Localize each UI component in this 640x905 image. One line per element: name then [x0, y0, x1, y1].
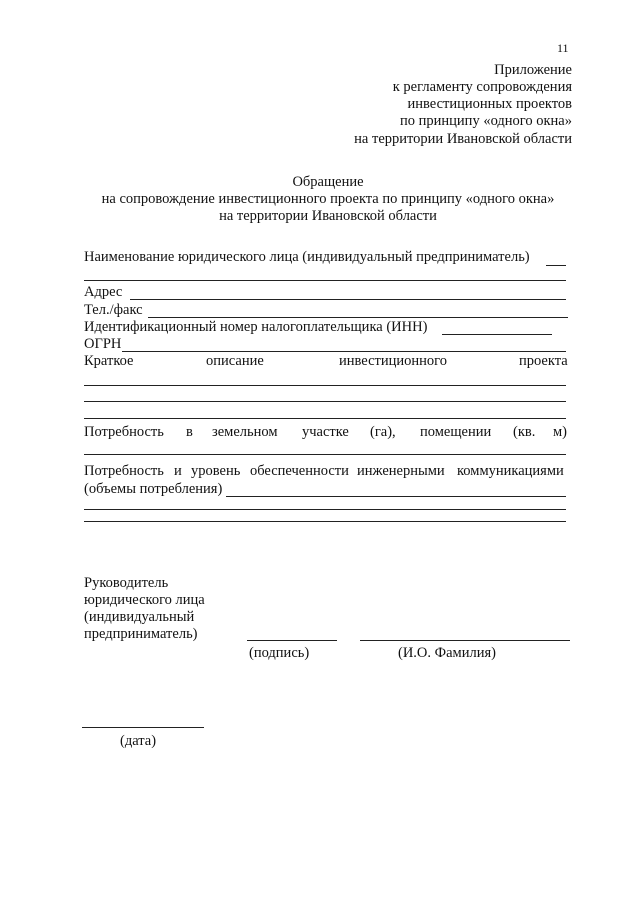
- fill-line[interactable]: [122, 351, 566, 352]
- signer-role-line: (индивидуальный: [84, 609, 195, 625]
- need-word: (кв.: [513, 424, 536, 440]
- fill-line[interactable]: [148, 317, 568, 318]
- fill-line[interactable]: [84, 401, 566, 402]
- need-word: Потребность: [84, 424, 164, 440]
- project-word: Краткое: [84, 353, 134, 369]
- fill-line[interactable]: [84, 521, 566, 522]
- signer-role-line: предприниматель): [84, 626, 198, 642]
- signature-caption: (подпись): [249, 645, 310, 661]
- field-label-consumption: (объемы потребления): [84, 481, 223, 497]
- need-word: (га),: [370, 424, 396, 440]
- fill-line[interactable]: [84, 280, 566, 281]
- need-word: в: [186, 424, 193, 440]
- fill-line[interactable]: [84, 454, 566, 455]
- appendix-line: на территории Ивановской области: [354, 131, 572, 147]
- need-word: земельном: [212, 424, 278, 440]
- title-line: на территории Ивановской области: [219, 208, 437, 224]
- fill-line[interactable]: [226, 496, 566, 497]
- project-word: описание: [206, 353, 264, 369]
- title-line: на сопровождение инвестиционного проекта по принципу «одного окна»: [101, 191, 555, 207]
- utilities-word: обеспеченности: [250, 463, 349, 479]
- date-line[interactable]: [82, 727, 204, 728]
- need-word: м): [553, 424, 568, 440]
- fill-line[interactable]: [130, 299, 566, 300]
- fill-line[interactable]: [546, 265, 566, 266]
- field-label-phone: Тел./факс: [84, 302, 143, 318]
- appendix-line: к регламенту сопровождения: [392, 79, 572, 95]
- page-number: 11: [557, 41, 569, 55]
- full-name-line[interactable]: [360, 640, 570, 641]
- appendix-line: Приложение: [494, 62, 572, 78]
- field-label-inn: Идентификационный номер налогоплательщика (ИНН): [84, 319, 428, 335]
- field-label-name: Наименование юридического лица (индивидуальный предприниматель): [84, 249, 530, 265]
- fill-line[interactable]: [84, 509, 566, 510]
- signer-role-line: юридического лица: [84, 592, 205, 608]
- project-word: проекта: [519, 353, 568, 369]
- fill-line[interactable]: [84, 385, 566, 386]
- field-label-ogrn: ОГРН: [84, 336, 122, 352]
- appendix-line: инвестиционных проектов: [407, 96, 572, 112]
- utilities-word: коммуникациями: [457, 463, 564, 479]
- utilities-word: инженерными: [357, 463, 445, 479]
- full-name-caption: (И.О. Фамилия): [398, 645, 496, 661]
- date-caption: (дата): [120, 733, 157, 749]
- field-label-address: Адрес: [84, 284, 123, 300]
- title-line: Обращение: [292, 174, 364, 190]
- fill-line[interactable]: [84, 418, 566, 419]
- need-word: помещении: [420, 424, 492, 440]
- utilities-word: и: [174, 463, 182, 479]
- signer-role-line: Руководитель: [84, 575, 169, 591]
- appendix-line: по принципу «одного окна»: [400, 113, 572, 129]
- signature-line[interactable]: [247, 640, 337, 641]
- utilities-word: Потребность: [84, 463, 164, 479]
- need-word: участке: [302, 424, 349, 440]
- utilities-word: уровень: [191, 463, 241, 479]
- fill-line[interactable]: [442, 334, 552, 335]
- project-word: инвестиционного: [339, 353, 447, 369]
